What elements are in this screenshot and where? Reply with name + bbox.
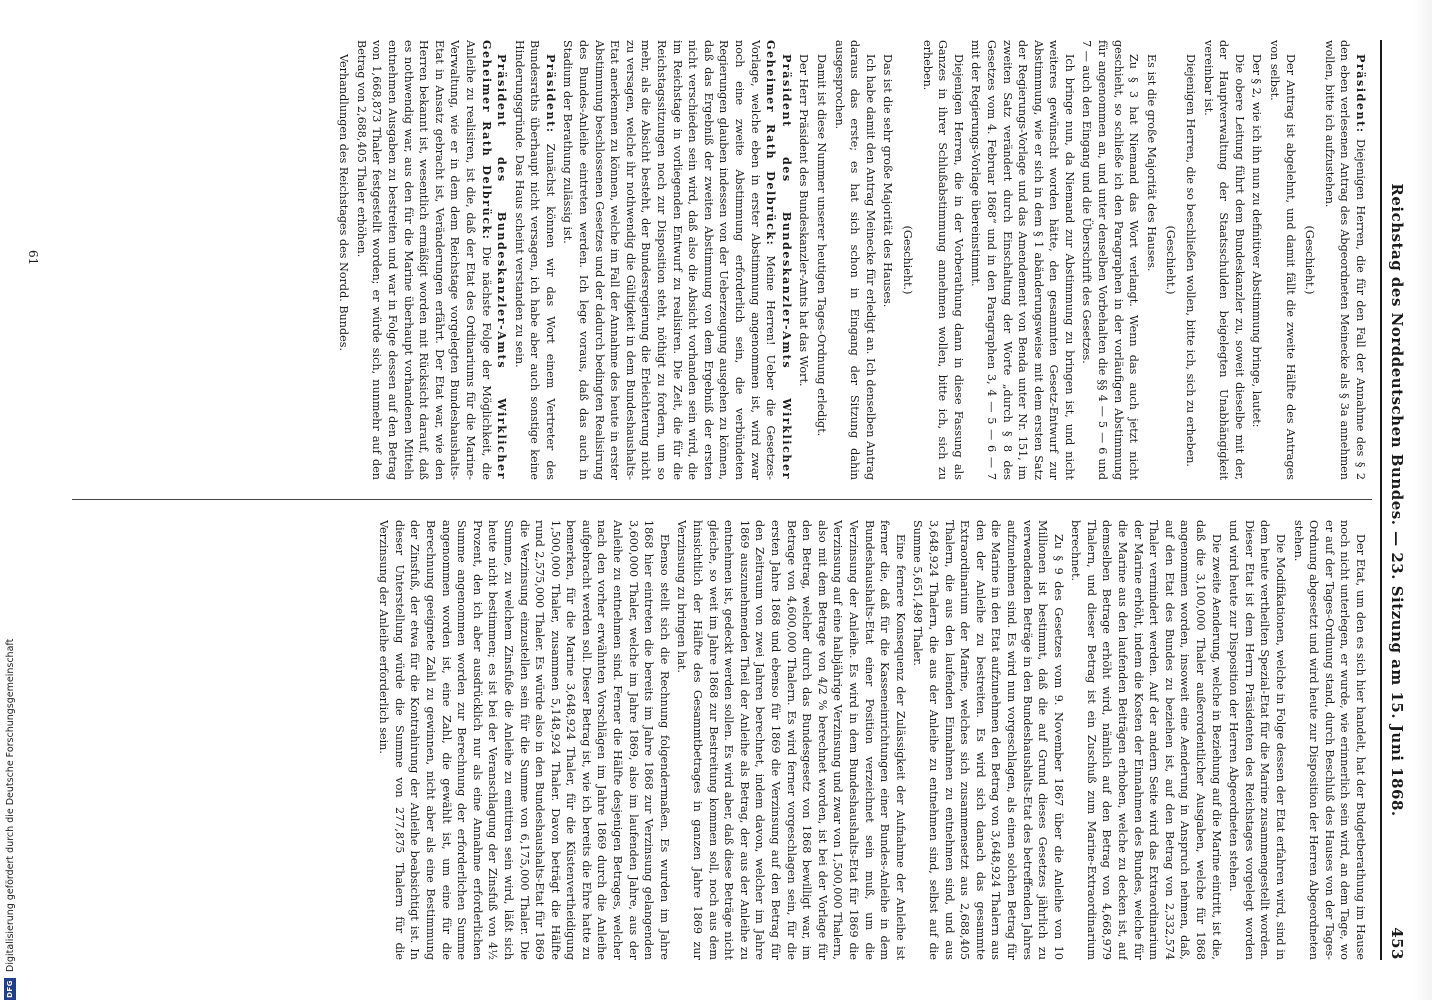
page-header	[1386, 40, 1406, 960]
paragraph	[880, 40, 896, 480]
paragraph-text: Der Etat, um den es sich hier handelt, hat der Budgetberathung im Hause noch nicht unterlegen, er wurde, wie erinnerlich sein wird, an dem Tage, wo er auf der Tages-Ordnung stand, durch Beschluß des Hauses von der Tages-Ordnung abgesetzt und wird heute zur Disposition der Herren Abgeordneten stehen.	[1291, 520, 1367, 960]
paragraph-text: Ich bringe nun, da Niemand zur Abstimmung zu bringen ist, und nicht weiteres gewünscht worden hätte, den gesammten Gesetz-Entwurf zur Abstimmung, wie er sich in dem § 1 abänderungsweise mit dem ersten Satz der Regierungs-Vorlage und das Amendement von Benda unter Nr. 151, im zweiten Satz verändert durch Einschaltung der Worte „durch § 8 des Gesetzes vom 4. Februar 1868“ und in den Paragraphen 3, 4 — 5 — 6 — 7 mit der Regierungs-Vorlage übereinstimmt.	[969, 40, 1076, 480]
paragraph-text: Zu § 3 hat Niemand das Wort verlangt. Wenn das auch jetzt nicht geschieht, so schließe ich den Paragraphen in der vorläufigen Abstimmung für angenommen an, und unter denselben Vorbehalten die §§ 4 — 5 — 6 und 7 — auch den Eingang und die Überschrift des Gesetzes.	[1080, 40, 1141, 480]
paragraph-text: Der Antrag ist abgelehnt, und damit fällt die zweite Hälfte des Antrages von selbst.	[1268, 40, 1297, 480]
paragraph-text: Damit ist diese Nummer unserer heutigen Tages-Ordnung erledigt.	[815, 54, 828, 437]
column-divider	[72, 499, 1372, 500]
paragraph-text: Die nächste Folge der Möglichkeit, die Anleihe zu realisiren, ist die, daß der Etat des Ordinariums für die Marine-Verwaltung, wie er in dem dem Reichstage vorgelegten Bundeshaushalts-Etat in Ansatz gebracht ist, Veränderungen erfährt. Der Etat war, wie den Herren bekannt ist, wesentlich ermäßigt worden mit Rücksicht darauf, daß es nothwendig war, aus den für die Marine überhaupt vorhandenen Mitteln entnehmen Ausgaben zu bestreiten und war in Folge dessen auf den Betrag von 1,668,873 Thaler festgestellt worden; er würde sich, nunmehr auf den Betrag von 2,688,405 Thaler erhöhen.	[354, 40, 493, 480]
speaker-name: Präsident:	[1354, 54, 1368, 134]
sheet-number: 61	[26, 250, 40, 266]
paragraph-text: Es ist die große Majorität des Hauses.	[1144, 54, 1158, 272]
paragraph-text: Diejenigen Herren, die in der Vorberathung dann in diese Fassung als Ganzes in ihrer Schlußabstimmung annehmen wollen, bitte ich, sich zu erheben.	[920, 40, 965, 480]
paragraph	[1200, 40, 1247, 480]
paragraph-text: Der Herr Präsident des Bundeskanzler-Amts hat das Wort.	[797, 54, 811, 387]
paragraph	[511, 40, 558, 480]
paragraph	[376, 520, 672, 960]
paragraph-text: Diejenigen Herren, die so beschließen wollen, bitte ich, sich zu erheben.	[1184, 54, 1198, 467]
paragraph	[919, 40, 966, 480]
paragraph	[1079, 40, 1141, 480]
stage-direction: (Geschieht.)	[900, 225, 914, 295]
paragraph	[1068, 520, 1224, 960]
page-title: Reichstag des Norddeutschen Bundes. — 23. Sitzung am 15. Juni 1868.	[1388, 183, 1406, 817]
header-rule	[1380, 40, 1382, 960]
paragraph-text: Ebenso stellt sich die Rechnung folgendermaßen. Es wurden im Jahre 1868 hier eintreten die bereits im Jahre 1868 zur Verzinsung gelangenden 3,600,000 Thaler, welche im Jahre 1869, also im laufenden Jahre, aus der Anleihe zu entnehmen sind. Ferner die Hälfte desjenigen Betrages, welcher nach den vorher erwähnten Vorschlägen im Jahre 1869 durch die Anleihe aufgebracht werden soll. Dieser Betrag ist, wie ich bereits die Ehre hatte zu bemerken, für die Marine 3,648,924 Thaler, für die Küstenvertheidigung 1,500,000 Thaler, zusammen 5,148,924 Thaler. Davon beträgt die Hälfte rund 2,575,000 Thaler. Es würde also in den Bundeshaushalts-Etat für 1869 die Verzinsung einzustellen sein für die Summe von 6,175,000 Thaler. Die Summe, zu welchem Zinsfuße die Anleihe zu emittiren sein wird, läßt sich heute nicht bestimmen; es ist bei der Veranschlagung der Zinsfuß von 4½ Prozent, den ich aber ausdrücklich nur als eine Annahme erforderlichen Summe angenommen worden zur Berechnung der erforderlichen Summe angenommen worden ist, eine Zahl, die gewählt ist, um eine für die Berechnung geeignete Zahl zu gewinnen, nicht aber als eine Bestimmung der Zinsfuß, der etwa für die Kontrahirung der Anleihe beabsichtigt ist. In dieser Unterstellung würde die Summe von 277,875 Thalern für die Verzinsung der Anleihe erforderlich sein.	[377, 520, 671, 960]
credit-text: Digitalisierung gefördert durch die Deutsche Forschungsgemeinschaft	[4, 638, 16, 972]
paragraph-text: Das ist die sehr große Majorität des Hauses.	[881, 54, 895, 308]
stage-direction: (Geschieht.)	[1303, 225, 1317, 295]
right-column	[48, 520, 1368, 960]
speaker-name: Präsident:	[543, 54, 558, 134]
paragraph	[831, 40, 878, 480]
paragraph	[1226, 520, 1288, 960]
paragraph	[560, 40, 794, 480]
paragraph	[336, 40, 352, 480]
speaker-name: Präsident des Bundeskanzler-Amts Wirklicher Geheimer Rath Delbrück:	[479, 40, 510, 480]
dfg-logo-icon: DFG	[4, 978, 16, 1000]
paragraph	[1290, 520, 1368, 960]
paragraph-text: Zunächst können wir das Wort einem Vertreter des Bundesraths überhaupt nicht versagen, ich habe aber auch sonstige keine Hinderungsgründe. Das Haus scheint verstanden zu sein.	[512, 40, 557, 480]
paragraph	[796, 40, 812, 480]
paragraph	[1143, 40, 1159, 480]
paragraph	[1321, 40, 1368, 480]
scan-edge	[1414, 0, 1432, 1000]
paragraph-text: Der § 2, wie ich ihn nun zu definitiver Abstimmung bringe, lautet:	[1250, 54, 1264, 428]
paragraph-text: Diejenigen Herren, die für den Fall der Annahme des § 2 den eben verlesenen Antrag des Abgeordneten Meinecke als § 3a annehmen wollen, bitte ich aufzustehen.	[1322, 40, 1367, 480]
paragraph	[353, 40, 509, 480]
paragraph-text: Die Modifikationen, welche in Folge dessen der Etat erfahren wird, sind in dem heute vertheilten Spezial-Etat für die Marine zusammengestellt worden. Dieser Etat ist dem Herrn Präsidenten des Reichstages vorgelegt worden und wird heute zur Disposition der Herren Abgeordneten stehen.	[1227, 520, 1288, 960]
paragraph-text: Zu § 9 des Gesetzes vom 9. November 1867 über die Anleihe von 10 Millionen ist bestimmt, daß die auf Grund dieses Gesetzes jährlich zu verwendenden Beträge in den Bundeshaushalts-Etat des betreffenden Jahres aufzunehmen sind. Es wird nun vorgeschlagen, als einen solchen Betrag für die Marine in den Etat aufzunehmen den Betrag von 3,648,924 Thalern aus den der Anleihe zu bestreiten. Es wird sich danach das gesammte Extraordinarium der Marine, welches sich zusammensetzt aus 2,688,405 Thalern, die aus den laufenden Einnahmen zu entnehmen sind, und aus 3,648,924 Thalern, die aus der Anleihe zu entnehmen sind, selbst auf die Summe 5,651,498 Thaler.	[911, 520, 1065, 960]
paragraph	[968, 40, 1077, 480]
page-number: 453	[1388, 927, 1406, 960]
paragraph-text: Die zweite Aenderung, welche in Beziehung auf die Marine eintritt, ist die, daß die 3,100,000 Thaler außerordentlicher Ausgaben, welche für 1868 angenommen worden, insoweit eine Aenderung in Anspruch nehmen, daß, auf den Etat des Bundes zu beziehen ist, auf den Betrag von 2,332,574 Thaler vermindert werden. Auf der andern Seite wird das Extraordinarium der Marine erhöht, indem die Kosten der Einnahmen des Bundes, welche für die Marine aus den laufenden Beiträgen erhoben, welche zu decken ist, auf demselben Betrage erhöht wird, nämlich auf den Betrag von 4,668,979 Thalern, und dieser Betrag ist ein Zuschuß zum Marine-Extraordinarium berechnet.	[1069, 520, 1223, 960]
speaker-name: Präsident des Bundeskanzler-Amts Wirklicher Geheimer Rath Delbrück:	[764, 40, 794, 480]
paragraph-text: Die obere Leitung führt dem Bundeskanzler zu, soweit dieselbe mit der, der Hauptverwaltung der Staatsschulden beigelegten Unabhängigkeit vereinbar ist.	[1201, 40, 1246, 480]
paragraph-text: Eine fernere Konsequenz der Zulässigkeit der Aufnahme der Anleihe ist ferner die, daß für die Kasseneinrichtungen einer Bundes-Anleihe in dem Bundeshaushalts-Etat einer Position verzeichnet sein muß, um die Verzinsung der Anleihe. Es wird in dem Bundeshaushalts-Etat für 1869 die Verzinsung auf eine halbjährige Verzinsung und zwar von 1,500,000 Thalern, also mit dem Betrage von 4/2 % berechnet worden, ist bei der Vorlage für den Betrag, welcher durch das Bundesgesetz von 1868 bewilligt war, im Betrage von 4,600,000 Thalern. Es wird ferner vorgeschlagen sein, für die ersten Jahre 1868 und ebenso für 1869 die Verzinsung auf den Betrag für den Zeitraum von zwei Jahren berechnet, indem davon, welcher im Jahre 1869 auszunehmenden Theil der Anleihe als Betrag, der aus der Anleihe zu entnehmen ist, gedeckt werden sollen. Es wird aber, daß diese Beträge nicht gleiche, so weit im Jahre 1868 zur Bestreitung kommen soll, noch aus dem hinsichtlich der Hälfte des Gesammtbetrages in ganzen Jahre 1869 zur Verzinsung zu bringen hat.	[675, 520, 907, 960]
left-column	[48, 40, 1368, 480]
digitization-credit	[2, 600, 18, 1000]
paragraph-text: Meine Herren! Ueber die Gesetzes-Vorlage, welche eben in erster Abstimmung angenommen ist, wird zwar noch eine zweite Abstimmung erforderlich sein, die verbündeten Regierungen glauben indessen von der Ueberzeugung ausgehen zu können, daß das Ergebniß der zweiten Abstimmung von dem Ergebniß der ersten nicht verschieden sein wird, daß also die Absicht vorhanden sein wird, die im Reichstage in vorliegenden Entwurf zu realisiren. Die Zeit, die für die Reichstagssitzungen noch zur Disposition steht, nöthigt zu fordern, um so mehr, als die Absicht besteht, der Bundesregierung die Erleichterung nicht zu versagen, welche ihr nothwendig die Gültigkeit in dem Bundeshaushalts-Etat anerkennen zu können, welche im Fall der Annahme des heute in erster Abstimmung beschlossenen Gesetzes und der dadurch bedingten Realisirung des Bundes-Anleihe eintreten werden. Ich lege voraus, daß das auch in Stadium der Berathung zulässig ist.	[561, 40, 778, 480]
paragraph	[813, 40, 829, 480]
stage-direction: (Geschieht.)	[1164, 225, 1178, 295]
rotated-page	[12, 0, 1412, 1000]
paragraph	[910, 520, 1066, 960]
paragraph	[1182, 40, 1198, 480]
paragraph	[1249, 40, 1265, 480]
paragraph-text: Verhandlungen des Reichstages des Nordd. Bundes.	[337, 54, 351, 352]
paragraph-text: Ich habe damit den Antrag Meinecke für erledigt an. Ich denselben Antrag daraus das erste; es hat sich schon in Eingang der Sitzung dahin ausgesprochen.	[832, 40, 877, 480]
paragraph	[1266, 40, 1297, 480]
paragraph	[674, 520, 908, 960]
